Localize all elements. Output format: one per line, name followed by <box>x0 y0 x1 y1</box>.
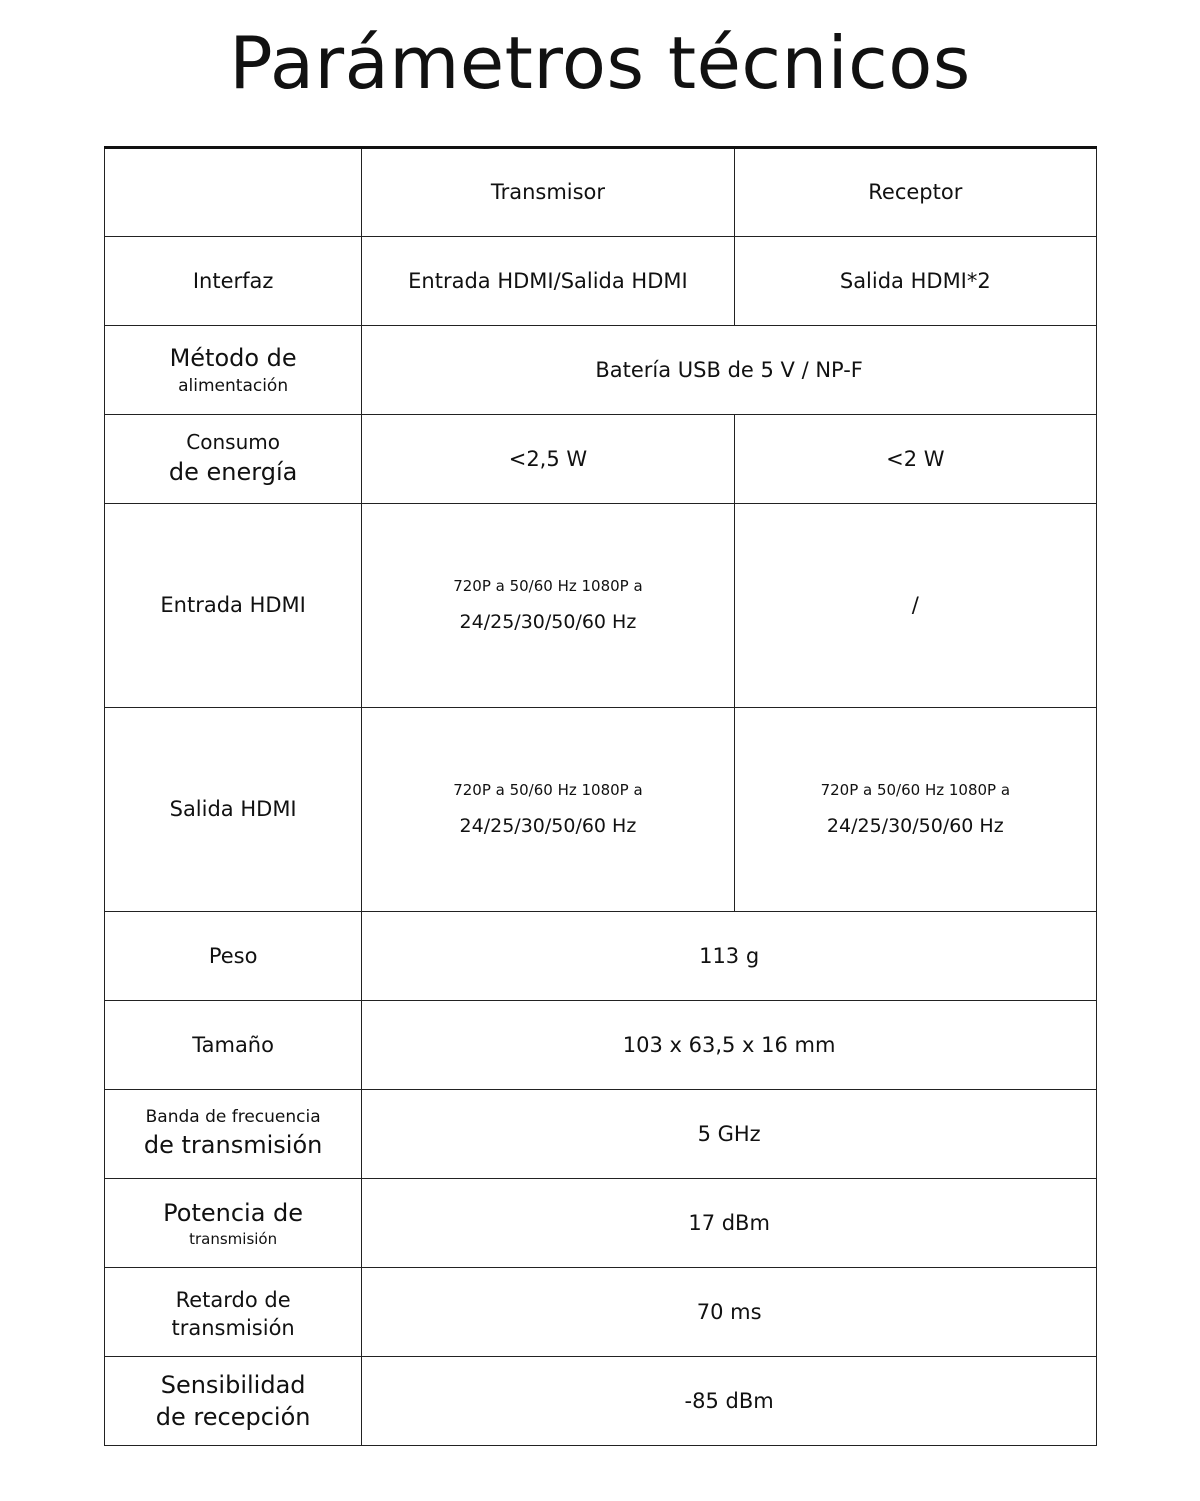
row-label-power-method <box>105 326 362 415</box>
table-row <box>105 708 1097 912</box>
value-line: 24/25/30/50/60 Hz <box>826 814 1004 837</box>
latency-value: 70 ms <box>362 1268 1097 1357</box>
row-label-line: alimentación <box>178 375 289 396</box>
sensitivity-value: -85 dBm <box>362 1357 1097 1446</box>
row-label-weight: Peso <box>105 912 362 1001</box>
row-label-hdmi-output: Salida HDMI <box>105 708 362 912</box>
hdmi-input-receiver: / <box>734 504 1096 708</box>
table-row <box>105 1179 1097 1268</box>
row-label-line: Consumo <box>186 430 280 455</box>
hdmi-output-transmitter <box>362 708 734 912</box>
row-label-size: Tamaño <box>105 1001 362 1090</box>
table-header-row <box>105 148 1097 237</box>
table-row <box>105 1268 1097 1357</box>
transmit-power-value: 17 dBm <box>362 1179 1097 1268</box>
value-line: 24/25/30/50/60 Hz <box>459 610 637 633</box>
page-title: Parámetros técnicos <box>229 21 971 105</box>
row-label-line: Banda de frecuencia <box>145 1107 321 1128</box>
interface-transmitter: Entrada HDMI/Salida HDMI <box>362 237 734 326</box>
header-transmitter: Transmisor <box>362 148 734 237</box>
row-label-line: Sensibilidad <box>160 1370 306 1399</box>
row-label-frequency-band <box>105 1090 362 1179</box>
row-label-transmit-power <box>105 1179 362 1268</box>
table-row <box>105 237 1097 326</box>
row-label-line: de recepción <box>155 1403 311 1431</box>
row-label-hdmi-input: Entrada HDMI <box>105 504 362 708</box>
table-row <box>105 1090 1097 1179</box>
row-label-line: de energía <box>168 458 298 487</box>
power-method-value: Batería USB de 5 V / NP-F <box>362 326 1097 415</box>
power-consumption-transmitter: <2,5 W <box>362 415 734 504</box>
row-label-line: Potencia de <box>163 1198 304 1227</box>
power-consumption-receiver: <2 W <box>734 415 1096 504</box>
table-row <box>105 1001 1097 1090</box>
size-value: 103 x 63,5 x 16 mm <box>362 1001 1097 1090</box>
row-label-line: de transmisión <box>143 1131 323 1160</box>
table-row <box>105 912 1097 1001</box>
hdmi-output-receiver <box>734 708 1096 912</box>
table-row <box>105 415 1097 504</box>
row-label-sensitivity <box>105 1357 362 1446</box>
row-label-interface: Interfaz <box>105 237 362 326</box>
value-line: 24/25/30/50/60 Hz <box>459 814 637 837</box>
value-line: 720P a 50/60 Hz 1080P a <box>453 576 643 595</box>
spec-table <box>104 146 1097 1446</box>
header-receiver: Receptor <box>734 148 1096 237</box>
table-row <box>105 1357 1097 1446</box>
row-label-line: Método de <box>169 344 297 373</box>
row-label-latency: Retardo de transmisión <box>105 1268 362 1357</box>
hdmi-input-transmitter <box>362 504 734 708</box>
value-line: 720P a 50/60 Hz 1080P a <box>820 780 1011 799</box>
table-row <box>105 326 1097 415</box>
value-line: 720P a 50/60 Hz 1080P a <box>453 780 643 799</box>
row-label-power-consumption <box>105 415 362 504</box>
header-empty-cell <box>105 148 362 237</box>
table-row <box>105 504 1097 708</box>
frequency-band-value: 5 GHz <box>362 1090 1097 1179</box>
weight-value: 113 g <box>362 912 1097 1001</box>
row-label-line: transmisión <box>189 1230 278 1249</box>
interface-receiver: Salida HDMI*2 <box>734 237 1096 326</box>
